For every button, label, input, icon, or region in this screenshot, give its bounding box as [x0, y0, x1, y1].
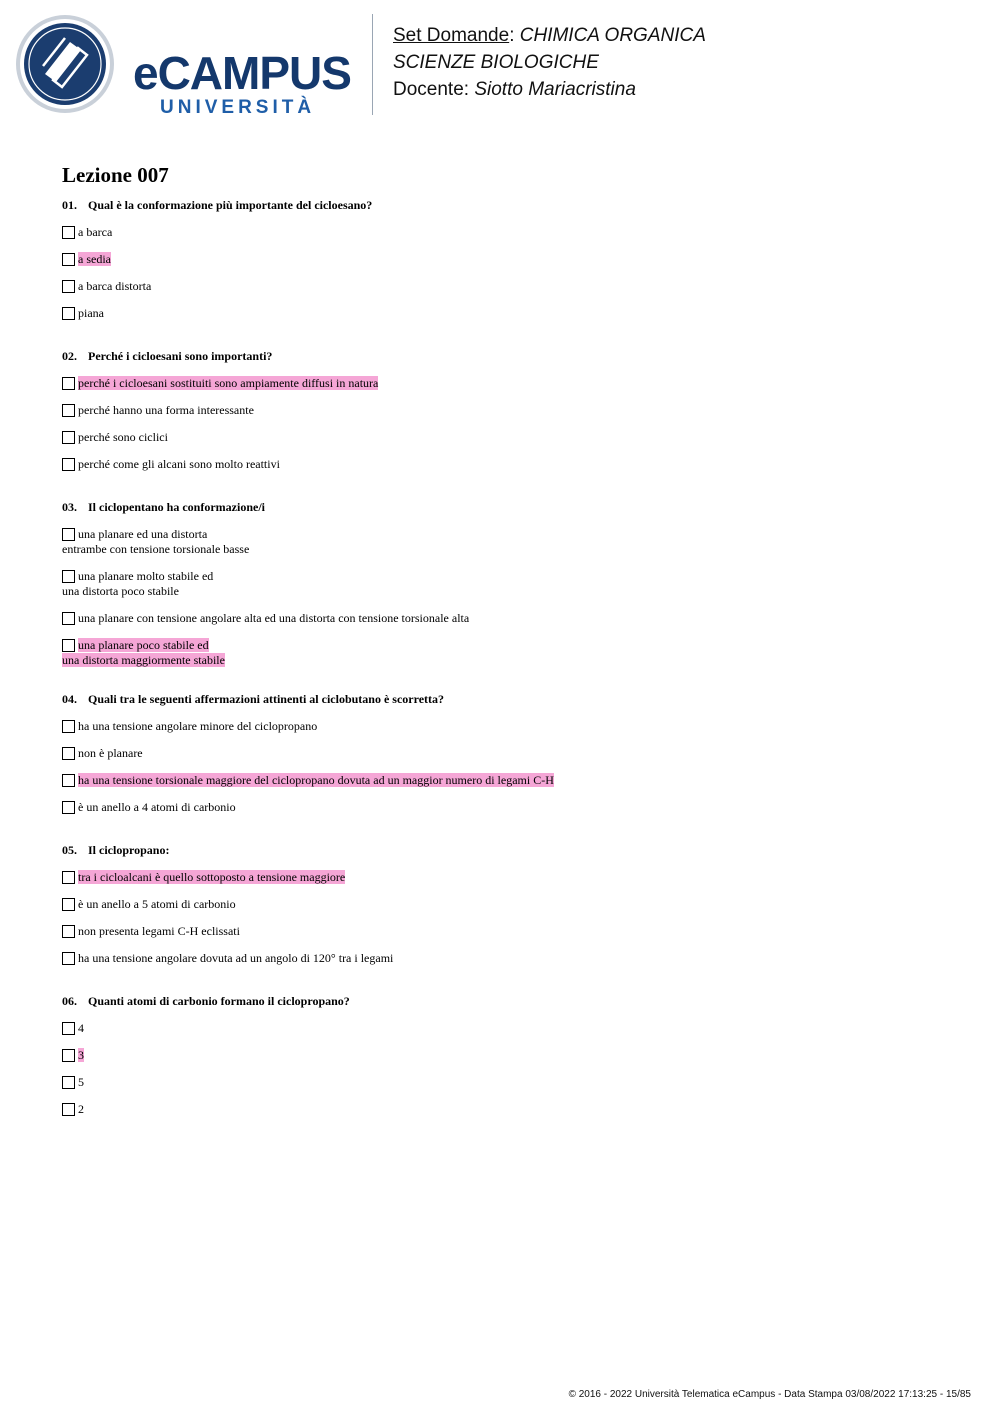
- answer-checkbox[interactable]: [62, 1022, 75, 1035]
- answer-checkbox[interactable]: [62, 458, 75, 471]
- answer-text: piana: [78, 306, 104, 320]
- answer-checkbox[interactable]: [62, 925, 75, 938]
- logo-wordmark: eCAMPUS: [133, 47, 351, 99]
- answer-checkbox[interactable]: [62, 612, 75, 625]
- question-number: 01.: [62, 198, 77, 212]
- answer-option[interactable]: [62, 611, 962, 626]
- answer-checkbox[interactable]: [62, 1103, 75, 1116]
- question-heading: [62, 993, 962, 1009]
- answer-text: tra i cicloalcani è quello sottoposto a tensione maggiore: [78, 870, 346, 884]
- course-name: CHIMICA ORGANICA: [519, 25, 706, 46]
- teacher-name: Siotto Mariacristina: [474, 79, 636, 100]
- answer-checkbox[interactable]: [62, 431, 75, 444]
- question-06: [62, 993, 962, 1117]
- question-heading: [62, 691, 962, 707]
- answer-option[interactable]: [62, 279, 962, 294]
- answer-text: a sedia: [78, 252, 111, 266]
- answer-option[interactable]: [62, 403, 962, 418]
- answer-option[interactable]: [62, 719, 962, 734]
- question-03: [62, 499, 962, 668]
- answer-option[interactable]: [62, 376, 962, 391]
- answer-option[interactable]: [62, 306, 962, 321]
- answer-option[interactable]: [62, 951, 962, 966]
- answer-option[interactable]: [62, 800, 962, 815]
- question-heading: [62, 348, 962, 364]
- teacher-label: Docente: [393, 79, 464, 100]
- answer-checkbox[interactable]: [62, 720, 75, 733]
- answer-text: è un anello a 5 atomi di carbonio: [78, 897, 236, 911]
- question-text: Il ciclopropano:: [88, 843, 170, 857]
- answer-text: ha una tensione angolare minore del ciclopropano: [78, 719, 318, 733]
- answer-text: 4: [78, 1021, 84, 1035]
- teacher-line: Docente: Siotto Mariacristina: [393, 79, 636, 100]
- answer-option[interactable]: [62, 1048, 962, 1063]
- course-info: [393, 22, 706, 103]
- answer-checkbox[interactable]: [62, 1076, 75, 1089]
- header-divider: [372, 14, 373, 115]
- answer-option[interactable]: [62, 1075, 962, 1090]
- answer-checkbox[interactable]: [62, 280, 75, 293]
- answer-checkbox[interactable]: [62, 528, 75, 541]
- answer-text: una planare ed una distorta: [78, 527, 208, 541]
- answer-checkbox[interactable]: [62, 871, 75, 884]
- answer-text: ha una tensione angolare dovuta ad un angolo di 120° tra i legami: [78, 951, 394, 965]
- answer-text: a barca: [78, 225, 113, 239]
- logo-subtitle: UNIVERSITÀ: [160, 97, 316, 118]
- answer-text: una planare con tensione angolare alta ed una distorta con tensione torsionale alta: [78, 611, 470, 625]
- answer-text: ha una tensione torsionale maggiore del ciclopropano dovuta ad un maggior numero di legami C-H: [78, 773, 554, 787]
- answer-text: una planare molto stabile ed: [78, 569, 214, 583]
- answer-checkbox[interactable]: [62, 226, 75, 239]
- answer-checkbox[interactable]: [62, 307, 75, 320]
- answer-option[interactable]: [62, 430, 962, 445]
- answer-text-continued: entrambe con tensione torsionale basse: [62, 542, 250, 556]
- answer-option[interactable]: [62, 638, 962, 668]
- answer-option[interactable]: [62, 773, 962, 788]
- answer-text-continued: una distorta poco stabile: [62, 584, 179, 598]
- question-04: [62, 691, 962, 815]
- question-text: Quanti atomi di carbonio formano il ciclopropano?: [88, 994, 350, 1008]
- question-05: [62, 842, 962, 966]
- question-text: Perché i cicloesani sono importanti?: [88, 349, 273, 363]
- answer-option[interactable]: [62, 746, 962, 761]
- answer-text: è un anello a 4 atomi di carbonio: [78, 800, 236, 814]
- answer-text: non presenta legami C-H eclissati: [78, 924, 240, 938]
- question-number: 03.: [62, 500, 77, 514]
- answer-text: 3: [78, 1048, 84, 1062]
- answer-option[interactable]: [62, 1021, 962, 1036]
- set-label: Set Domande: [393, 25, 510, 46]
- ecampus-logo: [15, 14, 360, 116]
- degree-line: [393, 49, 706, 76]
- answer-text: perché i cicloesani sostituiti sono ampiamente diffusi in natura: [78, 376, 379, 390]
- answer-text: 2: [78, 1102, 84, 1116]
- question-heading: [62, 842, 962, 858]
- answer-option[interactable]: [62, 225, 962, 240]
- answer-text: perché hanno una forma interessante: [78, 403, 254, 417]
- answer-checkbox[interactable]: [62, 404, 75, 417]
- answer-option[interactable]: [62, 1102, 962, 1117]
- question-heading: [62, 499, 962, 515]
- answer-checkbox[interactable]: [62, 747, 75, 760]
- answer-checkbox[interactable]: [62, 801, 75, 814]
- lesson-title: Lezione 007: [62, 163, 169, 187]
- question-text: Il ciclopentano ha conformazione/i: [88, 500, 265, 514]
- answer-checkbox[interactable]: [62, 639, 75, 652]
- answer-option[interactable]: [62, 457, 962, 472]
- question-text: Quali tra le seguenti affermazioni attinenti al ciclobutano è scorretta?: [88, 692, 445, 706]
- question-02: [62, 348, 962, 472]
- question-text: Qual è la conformazione più importante del cicloesano?: [88, 198, 373, 212]
- answer-checkbox[interactable]: [62, 253, 75, 266]
- answer-option[interactable]: [62, 870, 962, 885]
- answer-option[interactable]: [62, 569, 962, 599]
- answer-checkbox[interactable]: [62, 377, 75, 390]
- answer-text: non è planare: [78, 746, 143, 760]
- answer-checkbox[interactable]: [62, 898, 75, 911]
- answer-text: una planare poco stabile ed: [78, 638, 209, 652]
- page-footer: © 2016 - 2022 Università Telematica eCampus - Data Stampa 03/08/2022 17:13:25 - 15/85: [568, 1389, 971, 1400]
- question-number: 02.: [62, 349, 77, 363]
- answer-option[interactable]: [62, 924, 962, 939]
- answer-text: perché come gli alcani sono molto reattivi: [78, 457, 280, 471]
- answer-checkbox[interactable]: [62, 1049, 75, 1062]
- question-number: 04.: [62, 692, 77, 706]
- question-number: 05.: [62, 843, 77, 857]
- answer-option[interactable]: [62, 527, 962, 557]
- ecampus-seal-icon: [15, 14, 115, 114]
- answer-checkbox[interactable]: [62, 952, 75, 965]
- answer-text: perché sono ciclici: [78, 430, 168, 444]
- answer-text: a barca distorta: [78, 279, 152, 293]
- degree-name: SCIENZE BIOLOGICHE: [393, 52, 599, 73]
- answer-checkbox[interactable]: [62, 774, 75, 787]
- answer-option[interactable]: [62, 252, 962, 267]
- answer-option[interactable]: [62, 897, 962, 912]
- answer-text: 5: [78, 1075, 84, 1089]
- course-line: Set Domande: CHIMICA ORGANICA: [393, 25, 706, 46]
- question-heading: [62, 197, 962, 213]
- question-01: [62, 197, 962, 321]
- answer-text-continued: una distorta maggiormente stabile: [62, 653, 225, 667]
- question-number: 06.: [62, 994, 77, 1008]
- answer-checkbox[interactable]: [62, 570, 75, 583]
